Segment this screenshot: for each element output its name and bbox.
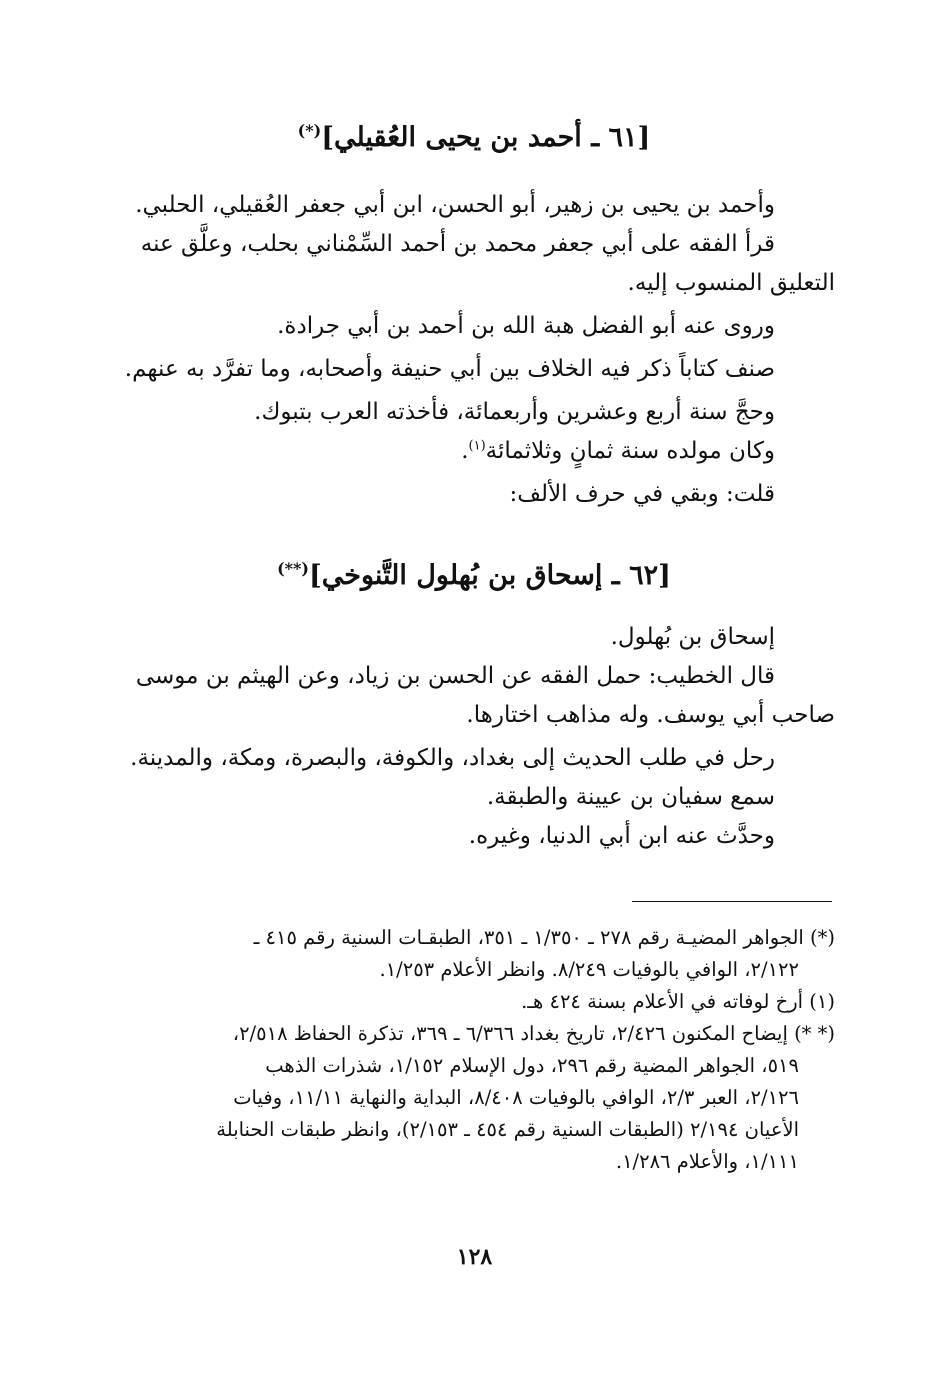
entry-62-line: وحدَّث عنه ابن أبي الدنيا، وغيره. bbox=[468, 823, 775, 849]
entry-62-line: قال الخطيب: حمل الفقه عن الحسن بن زياد، وعن الهيثم بن موسى bbox=[135, 663, 775, 689]
footnotes bbox=[113, 922, 835, 1178]
footnote-line: ٥١٩، الجواهر المضية رقم ٢٩٦، دول الإسلام ١/١٥٢، شذرات الذهب bbox=[265, 1054, 799, 1077]
entry-61-line: صنف كتاباً ذكر فيه الخلاف بين أبي حنيفة وأصحابه، وما تفرَّد به عنهم. bbox=[124, 356, 775, 382]
entry-62-title-text: [٦٢ ـ إسحاق بن بُهلول التَّنوخي] bbox=[308, 560, 671, 591]
entry-61-title-text: [٦١ ـ أحمد بن يحيى العُقيلي] bbox=[321, 122, 651, 153]
page-number: ١٢٨ bbox=[456, 1244, 493, 1270]
entry-62-line: صاحب أبي يوسف. وله مذاهب اختارها. bbox=[466, 702, 835, 728]
entry-62-title bbox=[113, 556, 835, 596]
footnote-line: ٢/١٢٢، الوافي بالوفيات ٨/٢٤٩. وانظر الأعلام ١/٢٥٣. bbox=[379, 958, 799, 981]
entry-62-line: إسحاق بن بُهلول. bbox=[610, 624, 775, 650]
footnote-line: ٢/١٢٦، العبر ٢/٣، الوافي بالوفيات ٨/٤٠٨، البداية والنهاية ١١/١١، وفيات bbox=[233, 1086, 799, 1109]
footnote-line: (*) الجواهر المضيـة رقم ٢٧٨ ـ ١/٣٥٠ ـ ٣٥١، الطبقـات السنية رقم ٤١٥ ـ bbox=[253, 926, 835, 949]
entry-61-line-text: وكان مولده سنة ثمانٍ وثلاثمائة bbox=[485, 438, 775, 464]
entry-61-line bbox=[113, 432, 835, 471]
footnote-line: (١) أرخ لوفاته في الأعلام بسنة ٤٢٤ هـ. bbox=[521, 990, 835, 1013]
entry-62-line: سمع سفيان بن عيينة والطبقة. bbox=[486, 784, 775, 810]
entry-61-line: وروى عنه أبو الفضل هبة الله بن أحمد بن أبي جرادة. bbox=[277, 313, 775, 339]
footnote-line: الأعيان ٢/١٩٤ (الطبقات السنية رقم ٤٥٤ ـ ٢/١٥٣)، وانظر طبقات الحنابلة bbox=[216, 1118, 799, 1141]
entry-62-line: رحل في طلب الحديث إلى بغداد، والكوفة، والبصرة، ومكة، والمدينة. bbox=[130, 745, 775, 771]
entry-61-line-end: . bbox=[461, 438, 469, 464]
entry-61-line: قلت: وبقي في حرف الألف: bbox=[509, 481, 775, 507]
footnote-separator bbox=[632, 901, 832, 902]
entry-62-body bbox=[113, 618, 835, 856]
entry-61-line: التعليق المنسوب إليه. bbox=[627, 270, 835, 296]
entry-61-title-mark: (*) bbox=[297, 121, 322, 140]
footnote-line: (* *) إيضاح المكنون ٢/٤٢٦، تاريخ بغداد ٦/٣٦٦ ـ ٣٦٩، تذكرة الحفاظ ٢/٥١٨، bbox=[232, 1022, 835, 1045]
footnote-ref-1: (١) bbox=[468, 438, 486, 454]
entry-61-line: وحجَّ سنة أربع وعشرين وأربعمائة، فأخذته العرب بتبوك. bbox=[254, 399, 775, 425]
entry-62-title-mark: (**) bbox=[277, 559, 309, 578]
footnote-line: ١/١١١، والأعلام ١/٢٨٦. bbox=[615, 1150, 799, 1173]
entry-61-line: وأحمد بن يحيى بن زهير، أبو الحسن، ابن أبي جعفر العُقيلي، الحلبي. bbox=[135, 192, 775, 218]
entry-61-body bbox=[113, 186, 835, 514]
entry-61-line: قرأ الفقه على أبي جعفر محمد بن أحمد السِّمْناني بحلب، وعلَّق عنه bbox=[140, 231, 775, 257]
entry-61-title bbox=[113, 118, 835, 158]
